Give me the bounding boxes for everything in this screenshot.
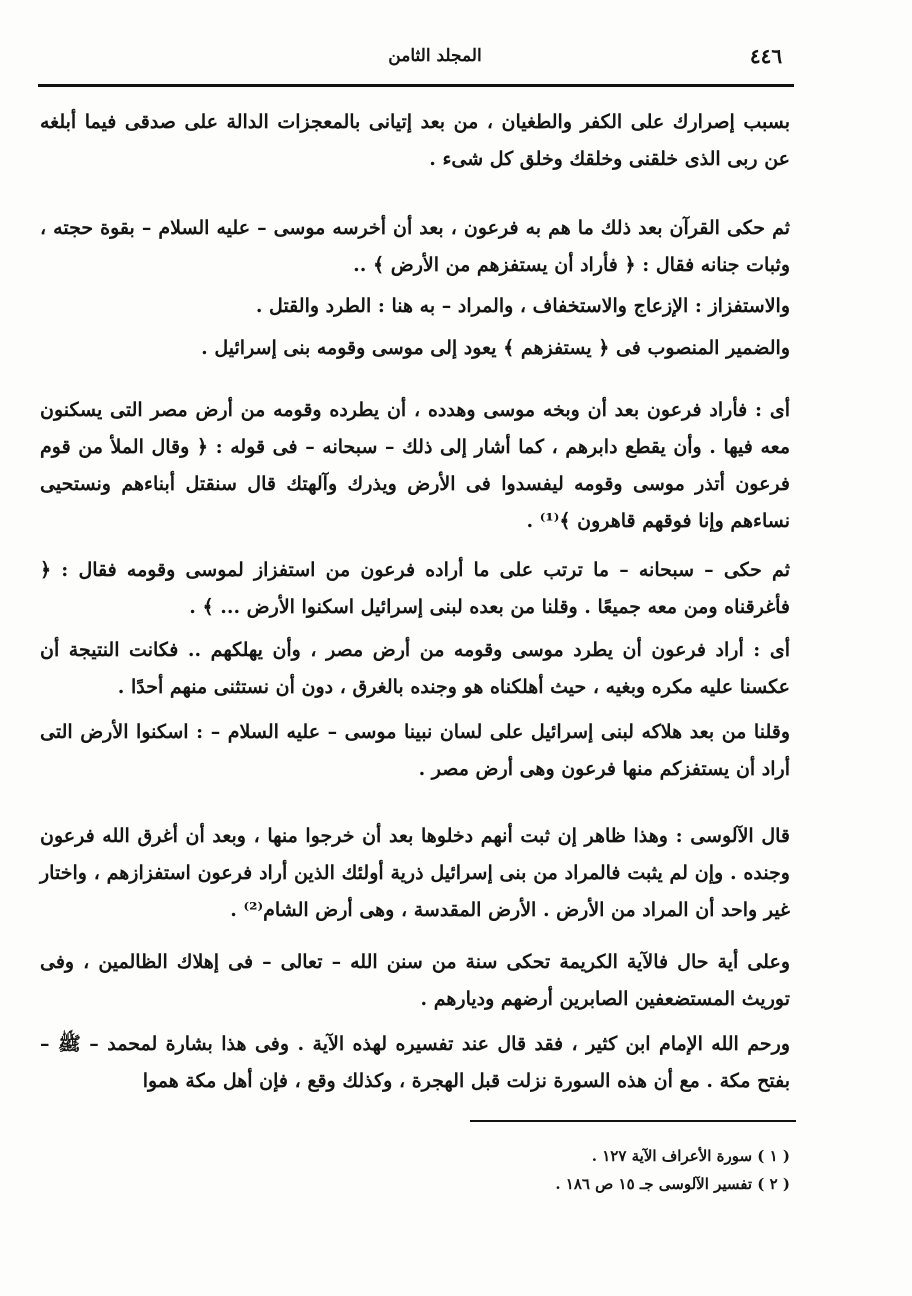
paragraph-2: ثم حكى القرآن بعد ذلك ما هم به فرعون ، بعد أن أخرسه موسى – عليه السلام – بقوة حجته ، وثبات جنانه فقال : ﴿ فأراد أن يستفزهم من الأرض ﴾ .. [40, 217, 790, 276]
paragraph-9: قال الآلوسى : وهذا ظاهر إن ثبت أنهم دخلوها بعد أن خرجوا منها ، وبعد أن أغرق الله فرعون وجنده . وإن لم يثبت فالمراد من بنى إسرائيل ذرية أولئك الذين أراد فرعون استفزازهم ، واختار غير واحد أن المراد من الأرض . الأرض المقدسة ، وهى أرض الشام⁽²⁾ . [40, 825, 790, 921]
paragraph-4: والضمير المنصوب فى ﴿ يستفزهم ﴾ يعود إلى موسى وقومه بنى إسرائيل . [201, 337, 790, 359]
paragraph-8: وقلنا من بعد هلاكه لبنى إسرائيل على لسان نبينا موسى – عليه السلام – : اسكنوا الأرض التى أراد أن يستفزكم منها فرعون وهى أرض مصر . [40, 721, 790, 780]
running-header-title: المجلد الثامن [388, 46, 482, 66]
header-rule [38, 84, 794, 87]
paragraph-6: ثم حكى – سبحانه – ما ترتب على ما أراده فرعون من استفزاز لموسى وقومه فقال : ﴿ فأغرقناه ومن معه جميعًا . وقلنا من بعده لبنى إسرائيل اسكنوا الأرض ... ﴾ . [40, 559, 790, 618]
footnote-rule [470, 1120, 796, 1122]
footnote-2: ( ٢ ) تفسير الآلوسى جـ ١٥ ص ١٨٦ . [555, 1175, 790, 1193]
footnote-1: ( ١ ) سورة الأعراف الآية ١٢٧ . [591, 1147, 790, 1165]
paragraph-11: ورحم الله الإمام ابن كثير ، فقد قال عند تفسيره لهذه الآية . وفى هذا بشارة لمحمد – ﷺ – بفتح مكة . مع أن هذه السورة نزلت قبل الهجرة ، وكذلك وقع ، فإن أهل مكة هموا [40, 1033, 790, 1092]
paragraph-5: أى : فأراد فرعون بعد أن وبخه موسى وهدده ، أن يطرده وقومه من أرض مصر التى يسكنون معه فيها . وأن يقطع دابرهم ، كما أشار إلى ذلك – سبحانه – فى قوله : ﴿ وقال الملأ من قوم فرعون أتذر موسى وقومه ليفسدوا فى الأرض ويذرك وآلهتك قال سنقتل أبناءهم ونستحيى نساءهم وإنا فوقهم قاهرون ﴾⁽¹⁾ . [40, 399, 790, 532]
paragraph-1: بسبب إصرارك على الكفر والطغيان ، من بعد إتيانى بالمعجزات الدالة على صدقى فيما أبلغه عن ربى الذى خلقنى وخلقك وخلق كل شىء . [40, 111, 790, 170]
paragraph-10: وعلى أية حال فالآية الكريمة تحكى سنة من سنن الله – تعالى – فى إهلاك الظالمين ، وفى توريث المستضعفين الصابرين أرضهم وديارهم . [40, 951, 790, 1010]
paragraph-7: أى : أراد فرعون أن يطرد موسى وقومه من أرض مصر ، وأن يهلكهم .. فكانت النتيجة أن عكسنا عليه مكره وبغيه ، حيث أهلكناه هو وجنده بالغرق ، دون أن نستثنى منهم أحدًا . [40, 639, 790, 698]
page-number: ٤٤٦ [749, 44, 783, 68]
paragraph-3: والاستفزاز : الإزعاج والاستخفاف ، والمراد – به هنا : الطرد والقتل . [255, 295, 790, 317]
